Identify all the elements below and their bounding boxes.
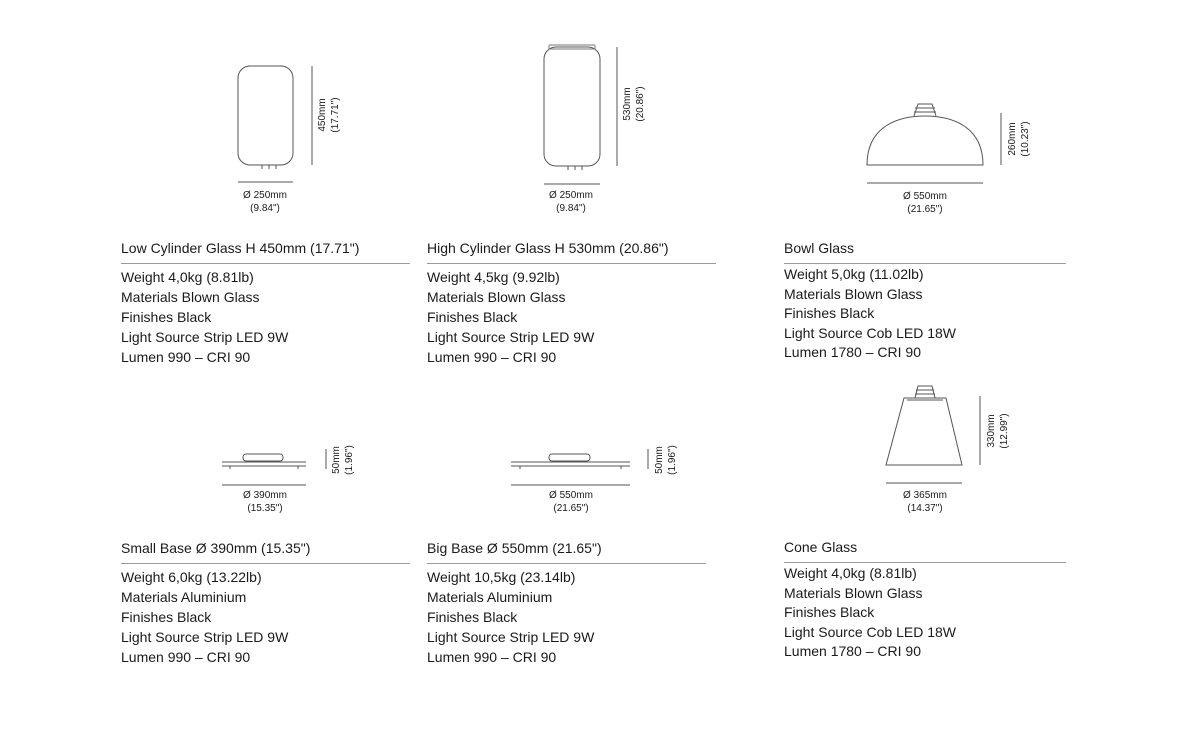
- low-cylinder-drawing: [238, 66, 312, 182]
- height-label: 530mm: [622, 87, 633, 121]
- divider: [121, 563, 410, 564]
- low-cylinder-dims: [243, 97, 341, 214]
- spec-materials: Materials Aluminium: [121, 589, 247, 605]
- diameter-inch-label: (9.84"): [250, 203, 280, 214]
- spec-weight: Weight 5,0kg (11.02lb): [784, 266, 924, 282]
- spec-materials: Materials Aluminium: [427, 589, 553, 605]
- spec-weight: Weight 6,0kg (13.22lb): [121, 569, 262, 585]
- spec-finishes: Finishes Black: [121, 609, 212, 625]
- height-inch-label: (1.96"): [344, 445, 355, 475]
- spec-light-source: Light Source Strip LED 9W: [427, 629, 595, 645]
- height-inch-label: (20.86"): [635, 86, 646, 122]
- spec-finishes: Finishes Black: [784, 604, 875, 620]
- product-card-small-base: [121, 539, 410, 667]
- spec-materials: Materials Blown Glass: [427, 289, 566, 305]
- small-base-dims: [243, 445, 355, 514]
- product-card-low-cylinder: [121, 239, 410, 367]
- spec-finishes: Finishes Black: [427, 309, 518, 325]
- spec-weight: Weight 4,0kg (8.81lb): [784, 565, 917, 581]
- height-label: 450mm: [317, 98, 328, 132]
- height-inch-label: (17.71"): [330, 97, 341, 133]
- cone-glass-dims: [903, 413, 1010, 514]
- bowl-glass-dims: [903, 121, 1031, 215]
- divider: [784, 562, 1066, 563]
- diameter-inch-label: (14.37"): [907, 503, 943, 514]
- diameter-label: Ø 390mm: [243, 490, 287, 501]
- divider: [784, 263, 1066, 264]
- spec-weight: Weight 4,5kg (9.92lb): [427, 269, 560, 285]
- spec-finishes: Finishes Black: [784, 305, 875, 321]
- height-label: 260mm: [1007, 122, 1018, 156]
- spec-lumen: Lumen 990 – CRI 90: [121, 649, 251, 665]
- high-cylinder-drawing: [544, 45, 617, 184]
- spec-materials: Materials Blown Glass: [784, 584, 923, 601]
- spec-light-source: Light Source Strip LED 9W: [427, 329, 595, 345]
- product-card-cone-glass: [784, 538, 1066, 662]
- spec-lumen: Lumen 990 – CRI 90: [427, 649, 557, 665]
- product-title: Small Base Ø 390mm (15.35"): [121, 540, 311, 556]
- spec-light-source: Light Source Cob LED 18W: [784, 623, 956, 640]
- spec-light-source: Light Source Strip LED 9W: [121, 629, 289, 645]
- height-label: 330mm: [986, 414, 997, 448]
- divider: [427, 563, 706, 564]
- cone-glass-drawing: [886, 386, 980, 483]
- diameter-label: Ø 250mm: [549, 190, 593, 201]
- product-title: Bowl Glass: [784, 240, 855, 256]
- spec-lumen: Lumen 990 – CRI 90: [427, 349, 557, 365]
- diameter-inch-label: (15.35"): [247, 503, 283, 514]
- diameter-inch-label: (21.65"): [553, 503, 589, 514]
- spec-materials: Materials Blown Glass: [121, 289, 260, 305]
- divider: [427, 263, 716, 264]
- spec-lumen: Lumen 1780 – CRI 90: [784, 344, 921, 360]
- divider: [121, 263, 410, 264]
- diameter-label: Ø 550mm: [903, 191, 947, 202]
- high-cylinder-dims: [549, 86, 646, 214]
- height-inch-label: (10.23"): [1020, 121, 1031, 157]
- product-title: Low Cylinder Glass H 450mm (17.71"): [121, 240, 360, 256]
- product-title: Big Base Ø 550mm (21.65"): [427, 540, 602, 556]
- diameter-inch-label: (9.84"): [556, 203, 586, 214]
- spec-weight: Weight 10,5kg (23.14lb): [427, 569, 576, 585]
- spec-light-source: Light Source Cob LED 18W: [784, 324, 956, 341]
- height-inch-label: (12.99"): [999, 413, 1010, 449]
- big-base-drawing: [511, 449, 648, 485]
- spec-light-source: Light Source Strip LED 9W: [121, 329, 289, 345]
- spec-finishes: Finishes Black: [427, 609, 518, 625]
- spec-materials: Materials Blown Glass: [784, 285, 923, 302]
- diameter-label: Ø 550mm: [549, 490, 593, 501]
- diameter-label: Ø 365mm: [903, 490, 947, 501]
- spec-lumen: Lumen 990 – CRI 90: [121, 349, 251, 365]
- spec-weight: Weight 4,0kg (8.81lb): [121, 269, 254, 285]
- product-card-high-cylinder: [427, 239, 716, 367]
- product-title: Cone Glass: [784, 539, 858, 555]
- bowl-glass-drawing: [867, 104, 1001, 183]
- product-card-big-base: [427, 539, 706, 667]
- big-base-dims: [549, 445, 678, 514]
- height-inch-label: (1.96"): [667, 445, 678, 475]
- spec-lumen: Lumen 1780 – CRI 90: [784, 643, 921, 659]
- product-title: High Cylinder Glass H 530mm (20.86"): [427, 240, 669, 256]
- diameter-inch-label: (21.65"): [907, 204, 943, 215]
- small-base-drawing: [222, 449, 326, 485]
- spec-finishes: Finishes Black: [121, 309, 212, 325]
- height-label: 50mm: [654, 446, 665, 474]
- product-card-bowl-glass: [784, 239, 1066, 363]
- height-label: 50mm: [331, 446, 342, 474]
- diameter-label: Ø 250mm: [243, 190, 287, 201]
